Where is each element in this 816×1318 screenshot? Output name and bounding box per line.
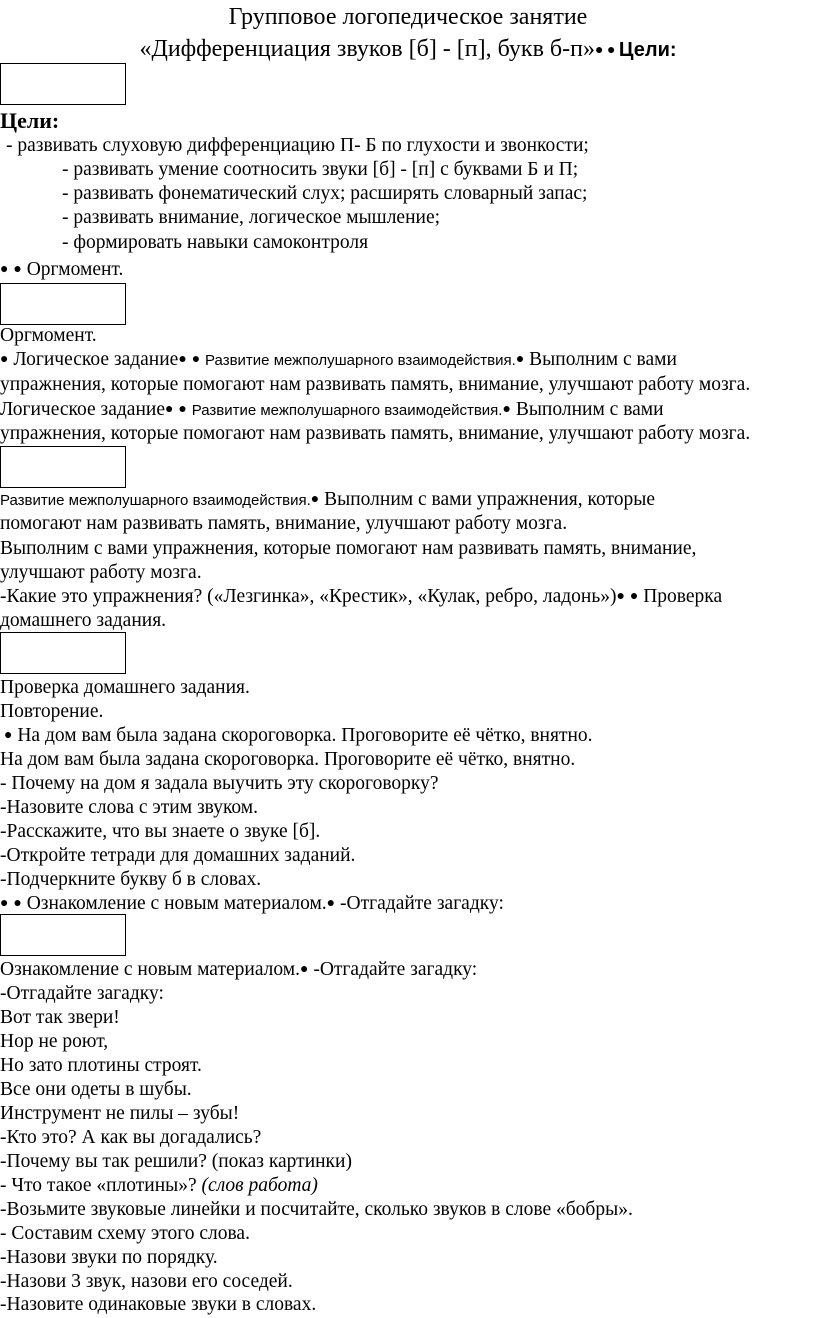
image-placeholder [0, 632, 126, 674]
riddle-line: Вот так звери! [0, 1007, 120, 1028]
riddle-prompt: -Отгадайте загадку: [313, 959, 478, 980]
dev-line-2: помогают нам развивать память, внимание, улучшают работу мозга. [0, 513, 568, 534]
dev-text: Развитие межполушарного взаимодействия. [191, 402, 503, 419]
bullet-icon: ● [0, 262, 9, 277]
which-line [0, 585, 722, 609]
which-text: -Какие это упражнения? («Лезгинка», «Крестик», «Кулак, ребро, ладонь») [0, 586, 617, 607]
title-line-1: Групповое логопедическое занятие [228, 4, 588, 30]
logic-line [0, 398, 664, 423]
tongue-twister-text: На дом вам была задана скороговорка. Проговорите её чётко, внятно. [17, 725, 593, 746]
dev-text: Развитие межполушарного взаимодействия. [0, 492, 311, 509]
exercises-line: упражнения, которые помогают нам развивать память, внимание, улучшают работу мозга. [0, 374, 751, 395]
question [0, 1174, 318, 1198]
question-text: - Что такое «плотины»? [0, 1175, 197, 1196]
which-tail: Проверка [643, 586, 723, 607]
bullet-icon: ● [191, 352, 201, 367]
logic-text: Логическое задание [0, 399, 165, 420]
do-line: Выполним с вами упражнения, которые помогают нам развивать память, внимание, [0, 538, 697, 559]
bullet-icon: ● [0, 896, 9, 911]
bullet-icon: ● [310, 492, 320, 507]
title-topic: «Дифференциация звуков [б] - [п], букв б-п» [139, 36, 595, 62]
bullet-icon: ● [326, 896, 336, 911]
bullet-icon: ● [4, 728, 13, 743]
question: -Почему вы так решили? (показ картинки) [0, 1151, 352, 1172]
new-material-line [0, 958, 477, 982]
image-placeholder [0, 446, 126, 488]
bullet-icon: ● [616, 589, 625, 604]
question: -Подчеркните букву б в словах. [0, 869, 262, 890]
goal-item: - развивать слуховую дифференциацию П- Б по глухости и звонкости; [6, 135, 589, 156]
logic-line [0, 348, 677, 373]
question: -Назовите слова с этим звуком. [0, 797, 259, 818]
image-placeholder [0, 283, 126, 325]
bullet-icon: ● [603, 43, 619, 58]
logic-text-tail: Выполним с вами [529, 349, 677, 370]
goals-inline-label: Цели: [618, 39, 677, 61]
riddle-line: Все они одеты в шубы. [0, 1079, 192, 1100]
question: -Назови звуки по порядку. [0, 1247, 218, 1268]
org-inline [0, 258, 123, 282]
tongue-twister-line [4, 724, 593, 748]
goals-heading: Цели: [0, 108, 60, 133]
image-placeholder [0, 914, 126, 956]
riddle-line: Но зато плотины строят. [0, 1055, 202, 1076]
dev-rest-text: Выполним с вами упражнения, которые [324, 489, 656, 510]
org-inline-text: Оргмомент. [26, 259, 124, 280]
new-material-inline [0, 892, 504, 916]
hw-check: Проверка домашнего задания. [0, 677, 250, 698]
dev-text: Развитие межполушарного взаимодействия. [205, 352, 516, 369]
riddle-line: Нор не роют, [0, 1031, 109, 1052]
bullet-icon: ● [594, 43, 604, 58]
logic-text: Логическое задание [13, 349, 179, 370]
bullet-icon: ● [13, 262, 22, 277]
bullet-icon: ● [515, 352, 525, 367]
bullet-icon: ● [0, 352, 9, 367]
new-material-text: Ознакомление с новым материалом. [0, 959, 300, 980]
logic-text-tail: Выполним с вами [515, 399, 664, 420]
question: - Почему на дом я задала выучить эту скороговорку? [0, 773, 439, 794]
new-material-text: Ознакомление с новым материалом. [26, 893, 327, 914]
bullet-icon: ● [165, 402, 174, 417]
goal-item: - развивать умение соотносить звуки [б] - [п] с буквами Б и П; [62, 159, 579, 180]
question: -Откройте тетради для домашних заданий. [0, 845, 356, 866]
which-line-2: домашнего задания. [0, 610, 167, 631]
bullet-icon: ● [178, 352, 187, 367]
bullet-icon: ● [178, 402, 187, 417]
goal-item: - развивать внимание, логическое мышление; [62, 207, 441, 228]
bullet-icon: ● [629, 589, 639, 604]
question: -Кто это? А как вы догадались? [0, 1127, 262, 1148]
question: - Составим схему этого слова. [0, 1223, 250, 1244]
question: -Назови 3 звук, назови его соседей. [0, 1271, 293, 1292]
riddle-line: Инструмент не пилы – зубы! [0, 1103, 240, 1124]
exercises-line: упражнения, которые помогают нам развивать память, внимание, улучшают работу мозга. [0, 423, 751, 444]
question: -Назовите одинаковые звуки в словах. [0, 1294, 317, 1315]
tongue-twister-line: На дом вам была задана скороговорка. Проговорите её чётко, внятно. [0, 749, 576, 770]
riddle-prompt: -Отгадайте загадку: [340, 893, 504, 914]
goal-item: - формировать навыки самоконтроля [62, 232, 369, 253]
image-placeholder [0, 63, 126, 105]
title-line-2 [0, 34, 816, 66]
question-note: (слов работа) [201, 1175, 318, 1196]
do-line: улучшают работу мозга. [0, 562, 202, 583]
question: -Возьмите звуковые линейки и посчитайте, сколько звуков в слове «бобры». [0, 1199, 633, 1220]
bullet-icon: ● [299, 962, 309, 977]
org-heading: Оргмомент. [0, 325, 97, 346]
bullet-icon: ● [13, 896, 22, 911]
riddle-prompt: -Отгадайте загадку: [0, 983, 164, 1004]
dev-line [0, 488, 655, 513]
repeat: Повторение. [0, 701, 104, 722]
goal-item: - развивать фонематический слух; расширять словарный запас; [62, 183, 588, 204]
question: -Расскажите, что вы знаете о звуке [б]. [0, 821, 321, 842]
bullet-icon: ● [502, 402, 511, 417]
